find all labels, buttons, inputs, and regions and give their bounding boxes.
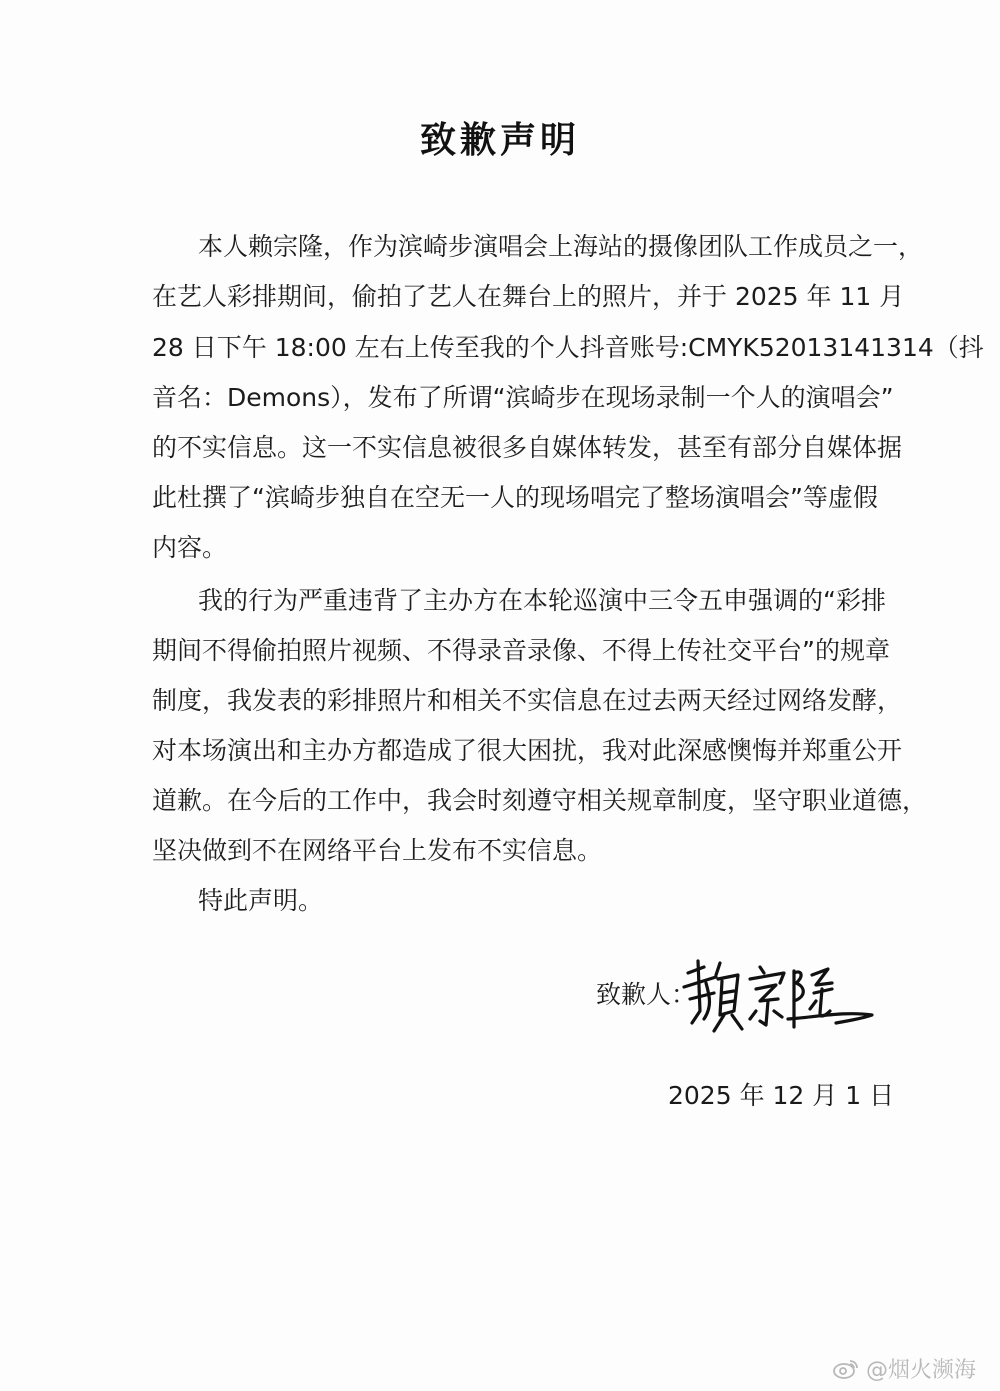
paragraph1-line: 此杜撰了“滨崎步独自在空无一人的现场唱完了整场演唱会”等虚假 xyxy=(152,483,878,512)
statement-date: 2025 年 12 月 1 日 xyxy=(668,1081,895,1110)
paragraph2-line: 制度，我发表的彩排照片和相关不实信息在过去两天经过网络发酵， xyxy=(152,686,903,715)
paragraph1-line: 音名：Demons），发布了所谓“滨崎步在现场录制一个人的演唱会” xyxy=(152,383,894,412)
paragraph2-line: 我的行为严重违背了主办方在本轮巡演中三令五申强调的“彩排 xyxy=(198,586,886,615)
page-title: 致歉声明 xyxy=(419,119,580,161)
paragraph1-line: 在艺人彩排期间，偷拍了艺人在舞台上的照片，并于 2025 年 11 月 xyxy=(152,282,905,311)
paragraph2-line: 对本场演出和主办方都造成了很大困扰，我对此深感懊悔并郑重公开 xyxy=(152,736,903,765)
paragraph1-line: 的不实信息。这一不实信息被很多自媒体转发，甚至有部分自媒体据 xyxy=(152,433,903,462)
weibo-icon xyxy=(832,1356,860,1380)
signer-label: 致歉人： xyxy=(596,980,697,1009)
signer-block xyxy=(596,975,876,1045)
paragraph2-line: 期间不得偷拍照片视频、不得录音录像、不得上传社交平台”的规章 xyxy=(152,636,890,665)
weibo-watermark xyxy=(832,1352,976,1384)
paragraph1-line: 28 日下午 18:00 左右上传至我的个人抖音账号:CMYK52013141314（抖 xyxy=(152,333,984,362)
paragraph1-line: 内容。 xyxy=(152,533,228,562)
watermark-text: @烟火濒海 xyxy=(866,1357,977,1383)
paragraph2-line: 坚决做到不在网络平台上发布不实信息。 xyxy=(152,836,603,865)
paragraph2-line: 道歉。在今后的工作中，我会时刻遵守相关规章制度，坚守职业道德， xyxy=(152,786,928,815)
paragraph1-line: 本人赖宗隆，作为滨崎步演唱会上海站的摄像团队工作成员之一， xyxy=(198,232,924,261)
handwritten-signature xyxy=(676,953,876,1048)
closing-text: 特此声明。 xyxy=(198,886,324,915)
